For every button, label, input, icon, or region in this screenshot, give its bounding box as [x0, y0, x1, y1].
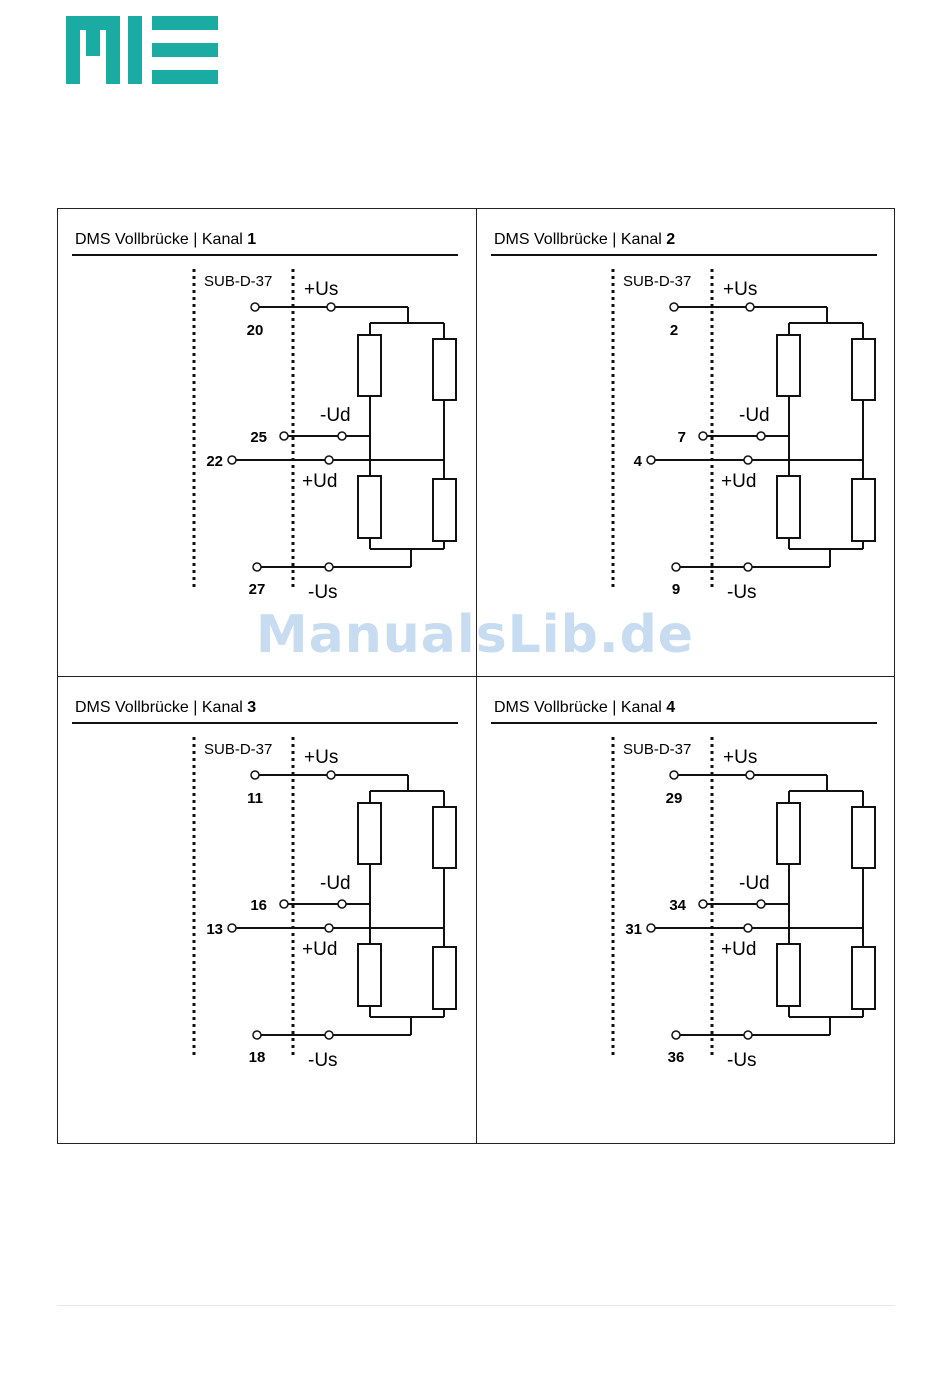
pin-terminal	[251, 303, 259, 311]
strain-gauge-resistor	[358, 944, 381, 1006]
pin-number-minus-ud: 25	[250, 429, 267, 446]
pin-number-plus-ud: 13	[206, 921, 223, 938]
pin-terminal	[670, 771, 678, 779]
strain-gauge-resistor	[433, 479, 456, 541]
strain-gauge-resistor	[433, 947, 456, 1009]
pin-number-plus-us: 29	[665, 790, 683, 807]
pin-number-plus-ud: 22	[206, 453, 223, 470]
cable-terminal	[338, 432, 346, 440]
panel-title: DMS Vollbrücke | Kanal 1	[75, 231, 257, 248]
pin-number-plus-us: 11	[247, 790, 263, 807]
panel-title: DMS Vollbrücke | Kanal 2	[494, 231, 676, 248]
signal-minus-us: -Us	[308, 582, 338, 603]
strain-gauge-resistor	[777, 476, 800, 538]
pin-number-plus-ud: 4	[633, 453, 642, 470]
signal-minus-us: -Us	[727, 1050, 757, 1071]
cable-terminal	[746, 771, 754, 779]
pin-terminal	[672, 563, 680, 571]
strain-gauge-resistor	[777, 803, 800, 864]
pin-terminal	[228, 924, 236, 932]
strain-gauge-resistor	[777, 335, 800, 396]
pin-number-minus-us: 9	[671, 581, 681, 598]
panel-channel-4	[476, 676, 894, 1143]
signal-minus-ud: -Ud	[320, 405, 351, 426]
pin-terminal	[280, 432, 288, 440]
connector-label: SUB-D-37	[623, 741, 692, 758]
signal-plus-ud: +Ud	[302, 471, 338, 492]
pin-terminal	[253, 563, 261, 571]
signal-minus-ud: -Ud	[320, 873, 351, 894]
pin-number-minus-us: 36	[667, 1049, 685, 1066]
strain-gauge-resistor	[358, 476, 381, 538]
strain-gauge-resistor	[852, 339, 875, 400]
pin-number-minus-ud: 34	[669, 897, 686, 914]
cable-terminal	[325, 924, 333, 932]
cable-terminal	[325, 563, 333, 571]
footer-divider	[57, 1305, 895, 1306]
cable-terminal	[744, 1031, 752, 1039]
signal-plus-us: +Us	[304, 279, 339, 300]
signal-plus-ud: +Ud	[721, 471, 757, 492]
wiring-diagram-grid	[57, 208, 895, 1144]
signal-plus-us: +Us	[304, 747, 339, 768]
pin-terminal	[672, 1031, 680, 1039]
pin-terminal	[647, 924, 655, 932]
cable-terminal	[338, 900, 346, 908]
me-logo-icon	[66, 16, 218, 84]
cable-terminal	[744, 924, 752, 932]
strain-gauge-resistor	[777, 944, 800, 1006]
cable-terminal	[325, 1031, 333, 1039]
pin-terminal	[670, 303, 678, 311]
pin-number-minus-ud: 16	[250, 897, 267, 914]
pin-terminal	[251, 771, 259, 779]
strain-gauge-resistor	[358, 335, 381, 396]
strain-gauge-resistor	[852, 479, 875, 541]
pin-number-minus-ud: 7	[677, 429, 686, 446]
signal-minus-ud: -Ud	[739, 405, 770, 426]
pin-terminal	[228, 456, 236, 464]
pin-terminal	[253, 1031, 261, 1039]
watermark: ManualsLib.de	[255, 605, 695, 665]
signal-plus-ud: +Ud	[721, 939, 757, 960]
cable-terminal	[327, 771, 335, 779]
connector-label: SUB-D-37	[623, 273, 692, 290]
panel-channel-3	[58, 676, 476, 1143]
pin-number-plus-us: 20	[246, 322, 264, 339]
signal-plus-us: +Us	[723, 747, 758, 768]
panel-title: DMS Vollbrücke | Kanal 3	[75, 699, 257, 716]
signal-minus-us: -Us	[308, 1050, 338, 1071]
strain-gauge-resistor	[358, 803, 381, 864]
cable-terminal	[744, 456, 752, 464]
strain-gauge-resistor	[433, 339, 456, 400]
cable-terminal	[744, 563, 752, 571]
pin-terminal	[647, 456, 655, 464]
pin-number-plus-us: 2	[669, 322, 679, 339]
cable-terminal	[325, 456, 333, 464]
signal-plus-ud: +Ud	[302, 939, 338, 960]
pin-number-minus-us: 18	[248, 1049, 266, 1066]
connector-label: SUB-D-37	[204, 741, 273, 758]
panel-title: DMS Vollbrücke | Kanal 4	[494, 699, 676, 716]
pin-terminal	[699, 432, 707, 440]
signal-minus-ud: -Ud	[739, 873, 770, 894]
cable-terminal	[746, 303, 754, 311]
pin-number-minus-us: 27	[248, 581, 266, 598]
strain-gauge-resistor	[852, 947, 875, 1009]
signal-plus-us: +Us	[723, 279, 758, 300]
pin-number-plus-ud: 31	[625, 921, 642, 938]
signal-minus-us: -Us	[727, 582, 757, 603]
cable-terminal	[327, 303, 335, 311]
cable-terminal	[757, 900, 765, 908]
pin-terminal	[699, 900, 707, 908]
strain-gauge-resistor	[852, 807, 875, 868]
pin-terminal	[280, 900, 288, 908]
connector-label: SUB-D-37	[204, 273, 273, 290]
cable-terminal	[757, 432, 765, 440]
strain-gauge-resistor	[433, 807, 456, 868]
